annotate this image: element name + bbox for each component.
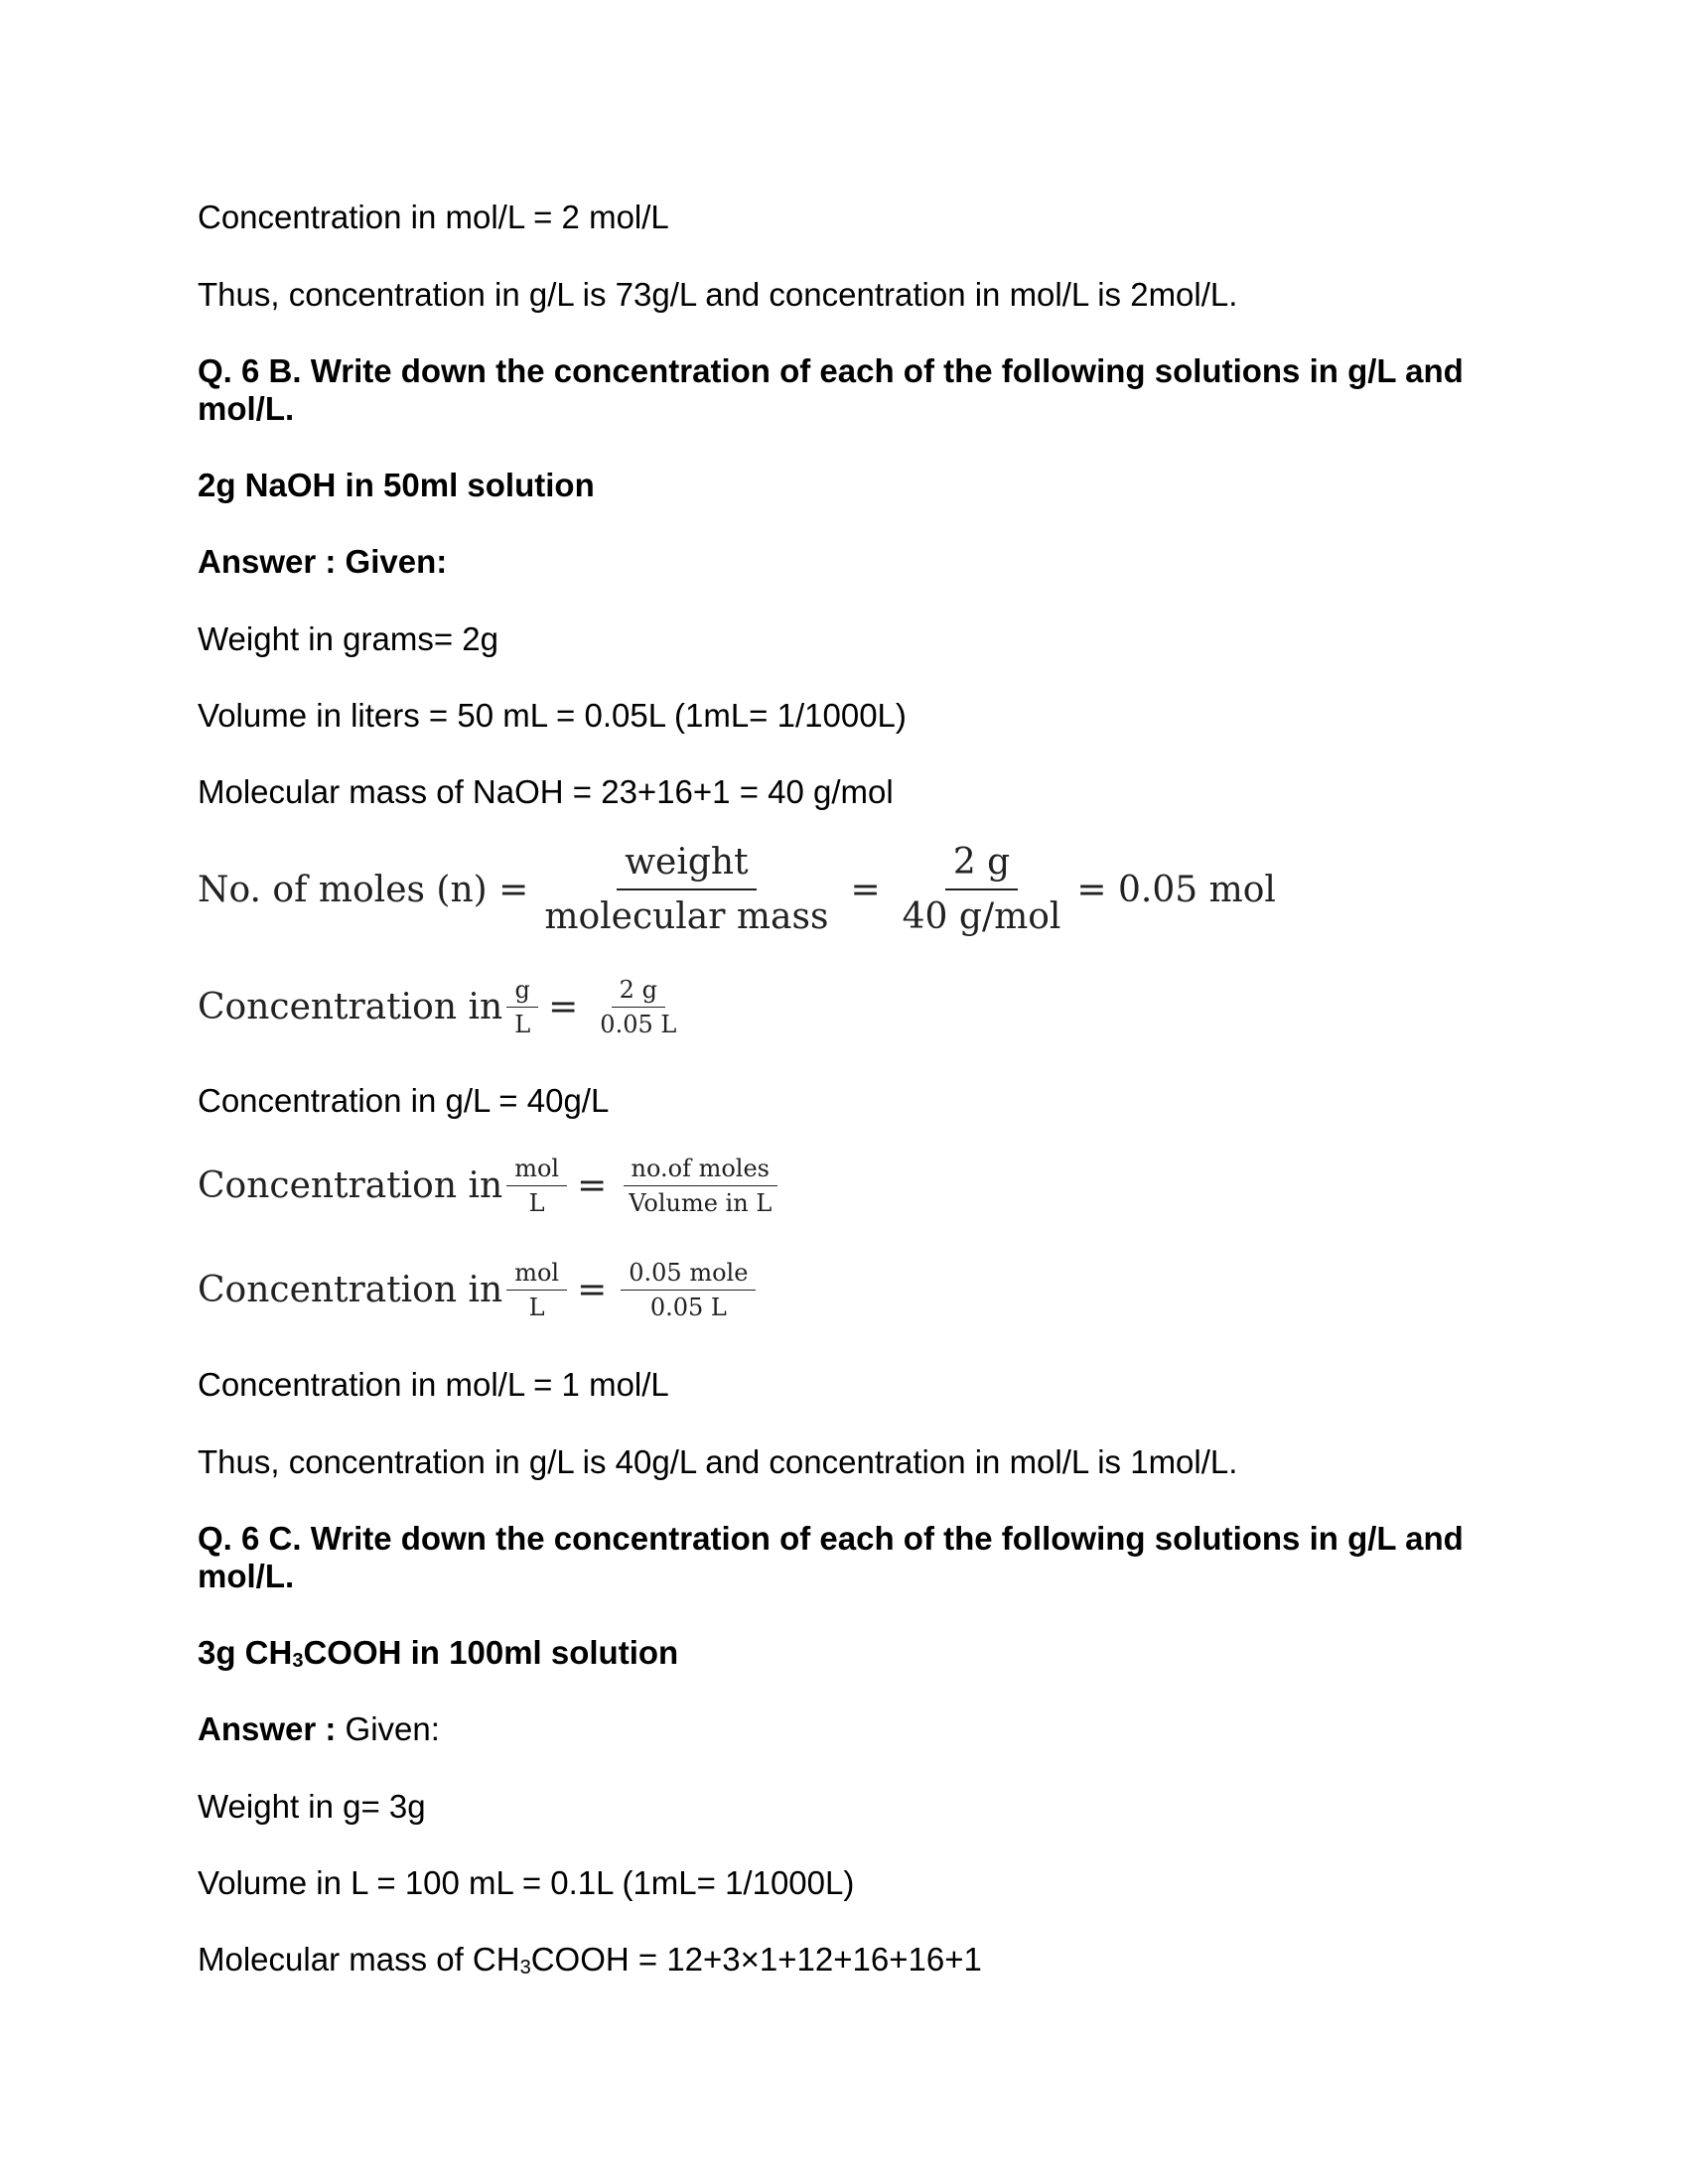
fraction-denominator: molecular mass: [544, 896, 829, 937]
fraction-denominator: 0.05 L: [649, 1294, 727, 1321]
equals-sign: =: [577, 1270, 608, 1310]
text-line: Concentration in mol/L = 1 mol/L: [198, 1366, 669, 1403]
value-fraction: [621, 1259, 756, 1321]
fraction-denominator: 0.05 L: [600, 1011, 677, 1038]
fraction-denominator: L: [514, 1011, 531, 1038]
problem-statement: 2g NaOH in 50ml solution: [198, 467, 595, 503]
equation-conc-mol-values: [198, 1259, 764, 1321]
unit-fraction: [506, 1259, 567, 1321]
answer-label: Answer : Given:: [198, 543, 448, 580]
equals-sign: =: [577, 1165, 608, 1206]
question-heading: Q. 6 B. Write down the concentration of each of the following solutions in g/L and: [198, 352, 1464, 389]
equation-result: = 0.05 mol: [1076, 869, 1276, 910]
question-heading-cont: mol/L.: [198, 1558, 295, 1594]
problem-statement: 3g $CH_3COOH$ in 100ml solution: [198, 1634, 679, 1672]
fraction-numerator: 0.05 mole: [621, 1259, 756, 1291]
equation-moles: [198, 842, 1276, 937]
fraction-denominator: Volume in L: [629, 1189, 773, 1217]
question-heading: Q. 6 C. Write down the concentration of each of the following solutions in g/L and: [198, 1520, 1464, 1557]
text-line: Volume in liters = 50 mL = 0.05L (1mL= 1/1000L): [198, 697, 907, 734]
equation-conc-gl: [198, 976, 692, 1038]
text-line: Thus, concentration in g/L is 73g/L and concentration in mol/L is 2mol/L.: [198, 276, 1238, 313]
fraction-numerator: 2 g: [945, 842, 1018, 890]
value-fraction: [592, 976, 684, 1038]
text-line: Volume in L = 100 mL = 0.1L (1mL= 1/1000L): [198, 1864, 855, 1901]
fraction-numerator: no.of moles: [624, 1155, 777, 1186]
text-line: Weight in g= 3g: [198, 1788, 426, 1825]
text-line: Weight in grams= 2g: [198, 620, 498, 657]
unit-fraction: [506, 1155, 567, 1217]
unit-fraction: [506, 976, 538, 1038]
text-line: Molecular mass of $CH_3COOH = 12+3\times 1+12+16+16+1$: [198, 1941, 982, 1979]
text-line: Concentration in g/L = 40g/L: [198, 1082, 610, 1119]
equation-lhs: Concentration in: [198, 1270, 503, 1310]
fraction-numerator: 2 g: [612, 976, 665, 1008]
fraction-numerator: weight: [617, 842, 756, 890]
question-heading-cont: mol/L.: [198, 390, 295, 427]
text-line: Thus, concentration in g/L is 40g/L and concentration in mol/L is 1mol/L.: [198, 1443, 1238, 1480]
equation-lhs: Concentration in: [198, 1165, 503, 1206]
equation-lhs: No. of moles (n) =: [198, 869, 529, 910]
fraction-numerator: g: [506, 976, 537, 1008]
fraction-values: [895, 842, 1069, 937]
fraction-numerator: mol: [506, 1259, 567, 1291]
equation-lhs: Concentration in: [198, 987, 503, 1027]
fraction-weight: [536, 842, 836, 937]
fraction-numerator: mol: [506, 1155, 567, 1186]
value-fraction: [621, 1155, 779, 1217]
equals-sign: =: [850, 869, 881, 910]
text-line: Concentration in mol/L = 2 mol/L: [198, 199, 669, 235]
equation-conc-mol-formula: [198, 1155, 787, 1217]
text-line: Molecular mass of NaOH = 23+16+1 = 40 g/mol: [198, 773, 894, 810]
equals-sign: =: [548, 987, 579, 1027]
fraction-denominator: 40 g/mol: [902, 896, 1061, 937]
fraction-denominator: L: [528, 1294, 545, 1321]
fraction-denominator: L: [528, 1189, 545, 1217]
answer-label: Answer : Given:: [198, 1710, 440, 1747]
